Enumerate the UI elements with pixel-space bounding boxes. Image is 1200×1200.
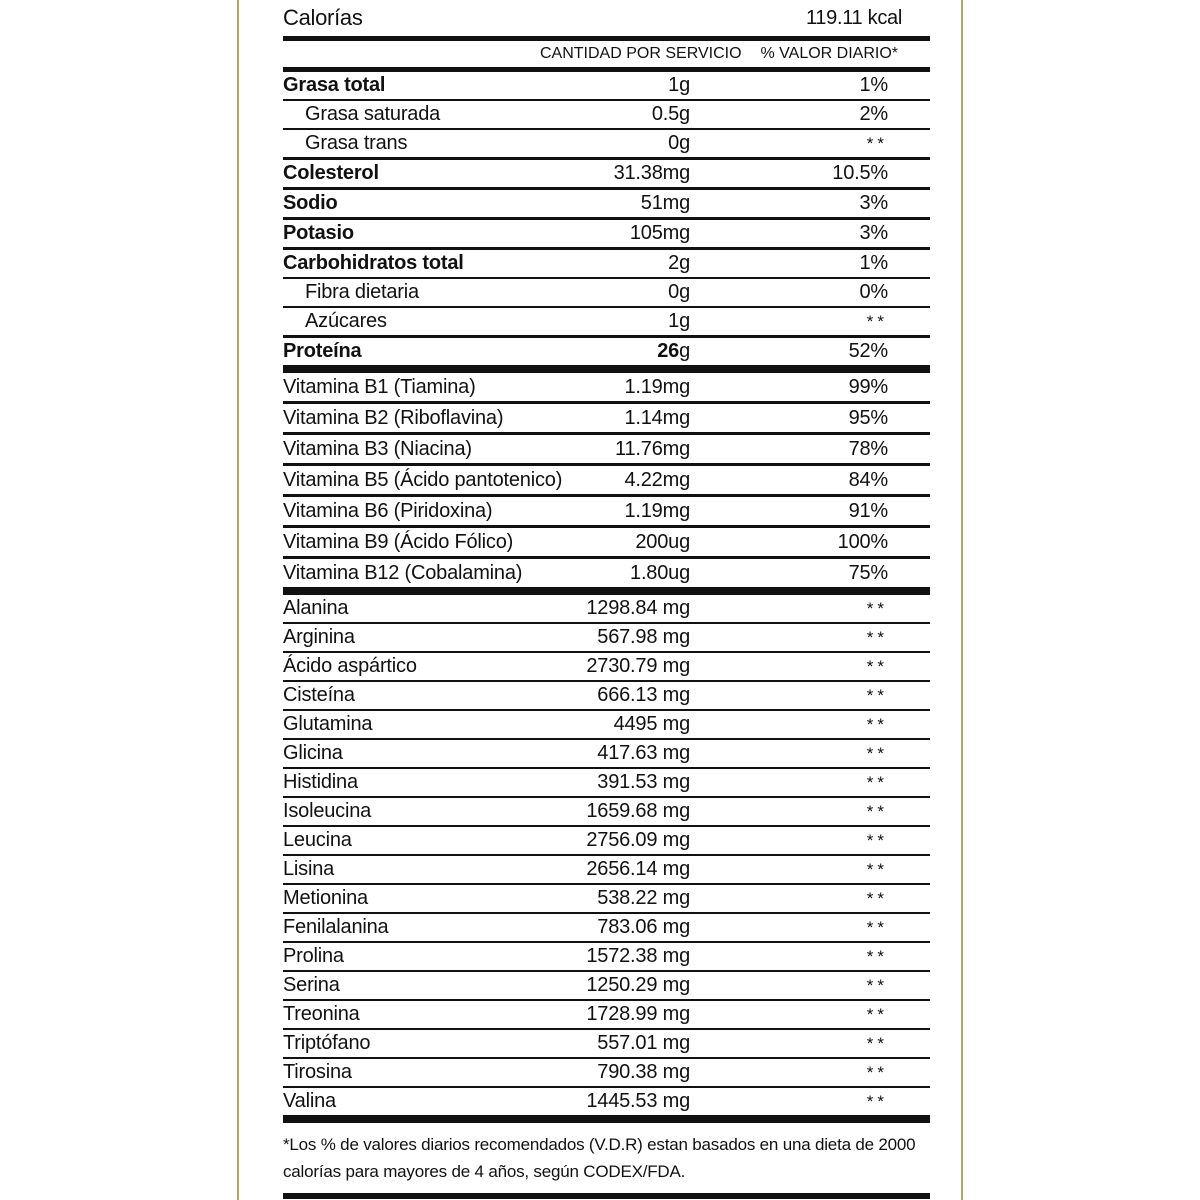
nutrient-daily-value: ** [866,743,888,763]
nutrient-amount: 4495 mg [613,713,690,735]
nutrient-label: Serina [283,974,340,996]
nutrient-daily-value: ** [866,830,888,850]
nutrient-amount: 783.06 mg [597,916,690,938]
nutrient-row [283,1001,930,1030]
nutrient-label: Tirosina [283,1061,352,1083]
nutrient-row [283,769,930,798]
nutrient-amount: 26g [657,340,690,362]
nutrient-amount: 0g [668,132,690,154]
nutrient-row [283,885,930,914]
nutrient-label: Prolina [283,945,344,967]
nutrient-row [283,190,930,220]
nutrient-row [283,914,930,943]
nutrient-label: Vitamina B5 (Ácido pantotenico) [283,468,563,491]
nutrient-row [283,528,930,559]
nutrient-label: Lisina [283,858,335,880]
nutrient-row [283,130,930,160]
nutrient-daily-value: 10.5% [832,162,888,184]
nutrient-label: Glutamina [283,713,373,735]
nutrient-label: Grasa saturada [305,103,441,125]
nutrient-label: Cisteína [283,684,355,706]
nutrient-amount: 31.38mg [613,162,690,184]
daily-value-footnote: *Los % de valores diarios recomendados (V.D.R) estan basados en una dieta de 2000 calorías para mayores de 4 años, según CODEX/FDA. [283,1135,916,1181]
nutrient-amount: 2656.14 mg [586,858,690,880]
nutrient-label: Alanina [283,597,349,619]
nutrient-row [283,338,930,365]
nutrient-row [283,497,930,528]
nutrient-row [283,404,930,435]
label-right-edge-line [961,0,963,1200]
nutrient-amount: 1.80ug [630,561,690,584]
bottom-bar [283,1193,930,1199]
nutrient-daily-value: 78% [848,437,888,460]
nutrient-label: Carbohidratos total [283,252,464,274]
nutrient-daily-value: 100% [837,530,888,553]
nutrient-label: Sodio [283,192,338,214]
nutrient-row [283,72,930,101]
nutrient-row [283,943,930,972]
nutrient-label: Vitamina B6 (Piridoxina) [283,499,493,522]
nutrient-label: Triptófano [283,1032,371,1054]
nutrient-label: Grasa trans [305,132,408,154]
nutrient-daily-value: 1% [859,74,888,96]
nutrient-label: Fenilalanina [283,916,389,938]
nutrient-amount: 1250.29 mg [586,974,690,996]
nutrient-amount: 51mg [640,192,690,214]
nutrient-daily-value: ** [866,1004,888,1024]
nutrient-row [283,279,930,308]
calories-row [283,0,930,36]
nutrient-label: Glicina [283,742,343,764]
amino-acid-rows-section [283,595,930,1115]
nutrient-daily-value: 52% [848,340,888,362]
nutrient-row [283,250,930,279]
nutrient-row [283,1059,930,1088]
column-header-row [283,41,930,67]
nutrient-daily-value: ** [866,888,888,908]
nutrient-daily-value: 2% [859,103,888,125]
nutrient-daily-value: ** [866,656,888,676]
nutrient-label: Vitamina B12 (Cobalamina) [283,561,523,584]
nutrient-amount: 1572.38 mg [586,945,690,967]
nutrient-row [283,711,930,740]
nutrient-label: Histidina [283,771,358,793]
nutrient-row [283,220,930,250]
nutrient-daily-value: ** [866,772,888,792]
nutrient-daily-value: 3% [859,222,888,244]
nutrient-amount: 1g [668,74,690,96]
nutrient-amount: 2756.09 mg [586,829,690,851]
nutrient-amount: 1298.84 mg [586,597,690,619]
nutrient-row [283,1030,930,1059]
nutrient-label: Valina [283,1090,336,1112]
nutrient-amount: 1.19mg [624,375,690,398]
vitamin-rows-section [283,373,930,587]
nutrient-daily-value: ** [866,917,888,937]
nutrient-amount: 1728.99 mg [586,1003,690,1025]
nutrient-amount: 0.5g [651,103,690,125]
nutrient-row [283,101,930,130]
nutrient-daily-value: 1% [859,252,888,274]
nutrient-row [283,653,930,682]
nutrient-label: Grasa total [283,74,386,96]
nutrient-row [283,827,930,856]
nutrient-daily-value: ** [866,598,888,618]
nutrient-label: Colesterol [283,162,379,184]
nutrient-amount: 417.63 mg [597,742,690,764]
nutrient-row [283,435,930,466]
nutrient-label: Proteína [283,340,362,362]
nutrient-amount: 538.22 mg [597,887,690,909]
nutrient-row [283,160,930,190]
nutrient-label: Isoleucina [283,800,372,822]
nutrient-daily-value: 0% [859,281,888,303]
nutrient-label: Vitamina B2 (Riboflavina) [283,406,504,429]
nutrient-amount: 567.98 mg [597,626,690,648]
nutrient-amount: 557.01 mg [597,1032,690,1054]
nutrient-daily-value: 95% [848,406,888,429]
nutrient-daily-value: 3% [859,192,888,214]
nutrient-daily-value: ** [866,714,888,734]
section-bar-after-vitamins [283,587,930,595]
nutrient-amount: 200ug [635,530,690,553]
nutrient-label: Vitamina B9 (Ácido Fólico) [283,530,514,553]
nutrient-row [283,972,930,1001]
nutrient-row [283,559,930,587]
nutrient-label: Vitamina B1 (Tiamina) [283,375,476,398]
nutrient-daily-value: 75% [848,561,888,584]
nutrient-amount: 105mg [629,222,690,244]
nutrient-daily-value: ** [866,685,888,705]
nutrient-daily-value: ** [866,1062,888,1082]
nutrient-row [283,595,930,624]
nutrient-row [283,682,930,711]
nutrient-label: Fibra dietaria [305,281,419,303]
nutrient-label: Ácido aspártico [283,655,417,677]
nutrient-label: Vitamina B3 (Niacina) [283,437,472,460]
nutrient-row [283,308,930,338]
section-bar-after-amino-acids [283,1115,930,1123]
nutrient-label: Treonina [283,1003,360,1025]
nutrient-daily-value: ** [866,859,888,879]
nutrient-row [283,373,930,404]
nutrient-amount: 666.13 mg [597,684,690,706]
nutrient-daily-value: 84% [848,468,888,491]
calories-label: Calorías [283,5,363,30]
nutrient-amount: 1g [668,310,690,332]
nutrient-amount: 2g [668,252,690,274]
daily-value-column-header: % VALOR DIARIO* [760,45,898,62]
nutrient-label: Metionina [283,887,368,909]
nutrient-label: Azúcares [305,310,387,332]
nutrient-amount: 4.22mg [624,468,690,491]
nutrient-amount: 1445.53 mg [586,1090,690,1112]
nutrient-label: Potasio [283,222,354,244]
nutrient-row [283,1088,930,1115]
nutrient-daily-value: ** [866,801,888,821]
nutrient-amount: 11.76mg [615,437,690,460]
nutrient-daily-value: ** [866,946,888,966]
nutrient-label: Arginina [283,626,355,648]
nutrient-amount: 0g [668,281,690,303]
nutrient-daily-value: 99% [848,375,888,398]
nutrient-daily-value: ** [866,1033,888,1053]
nutrient-daily-value: ** [866,975,888,995]
nutrient-row [283,466,930,497]
nutrient-amount: 2730.79 mg [586,655,690,677]
nutrient-daily-value: ** [866,1091,888,1111]
nutrient-amount: 790.38 mg [597,1061,690,1083]
nutrient-label: Leucina [283,829,352,851]
nutrient-daily-value: ** [866,627,888,647]
amount-column-header: CANTIDAD POR SERVICIO [540,45,742,62]
nutrient-row [283,798,930,827]
nutrient-row [283,740,930,769]
nutrient-amount: 1.19mg [624,499,690,522]
label-left-edge-line [237,0,239,1200]
nutrient-daily-value: ** [866,311,888,331]
nutrient-amount: 1.14mg [624,406,690,429]
section-bar-after-protein [283,365,930,373]
nutrient-amount: 391.53 mg [597,771,690,793]
calories-value: 119.11 kcal [805,6,902,29]
nutrient-daily-value: ** [866,133,888,153]
nutrient-row [283,856,930,885]
nutrient-row [283,624,930,653]
label-content [283,0,930,1199]
macronutrient-rows-section [283,72,930,365]
nutrient-amount: 1659.68 mg [586,800,690,822]
nutrient-daily-value: 91% [848,499,888,522]
